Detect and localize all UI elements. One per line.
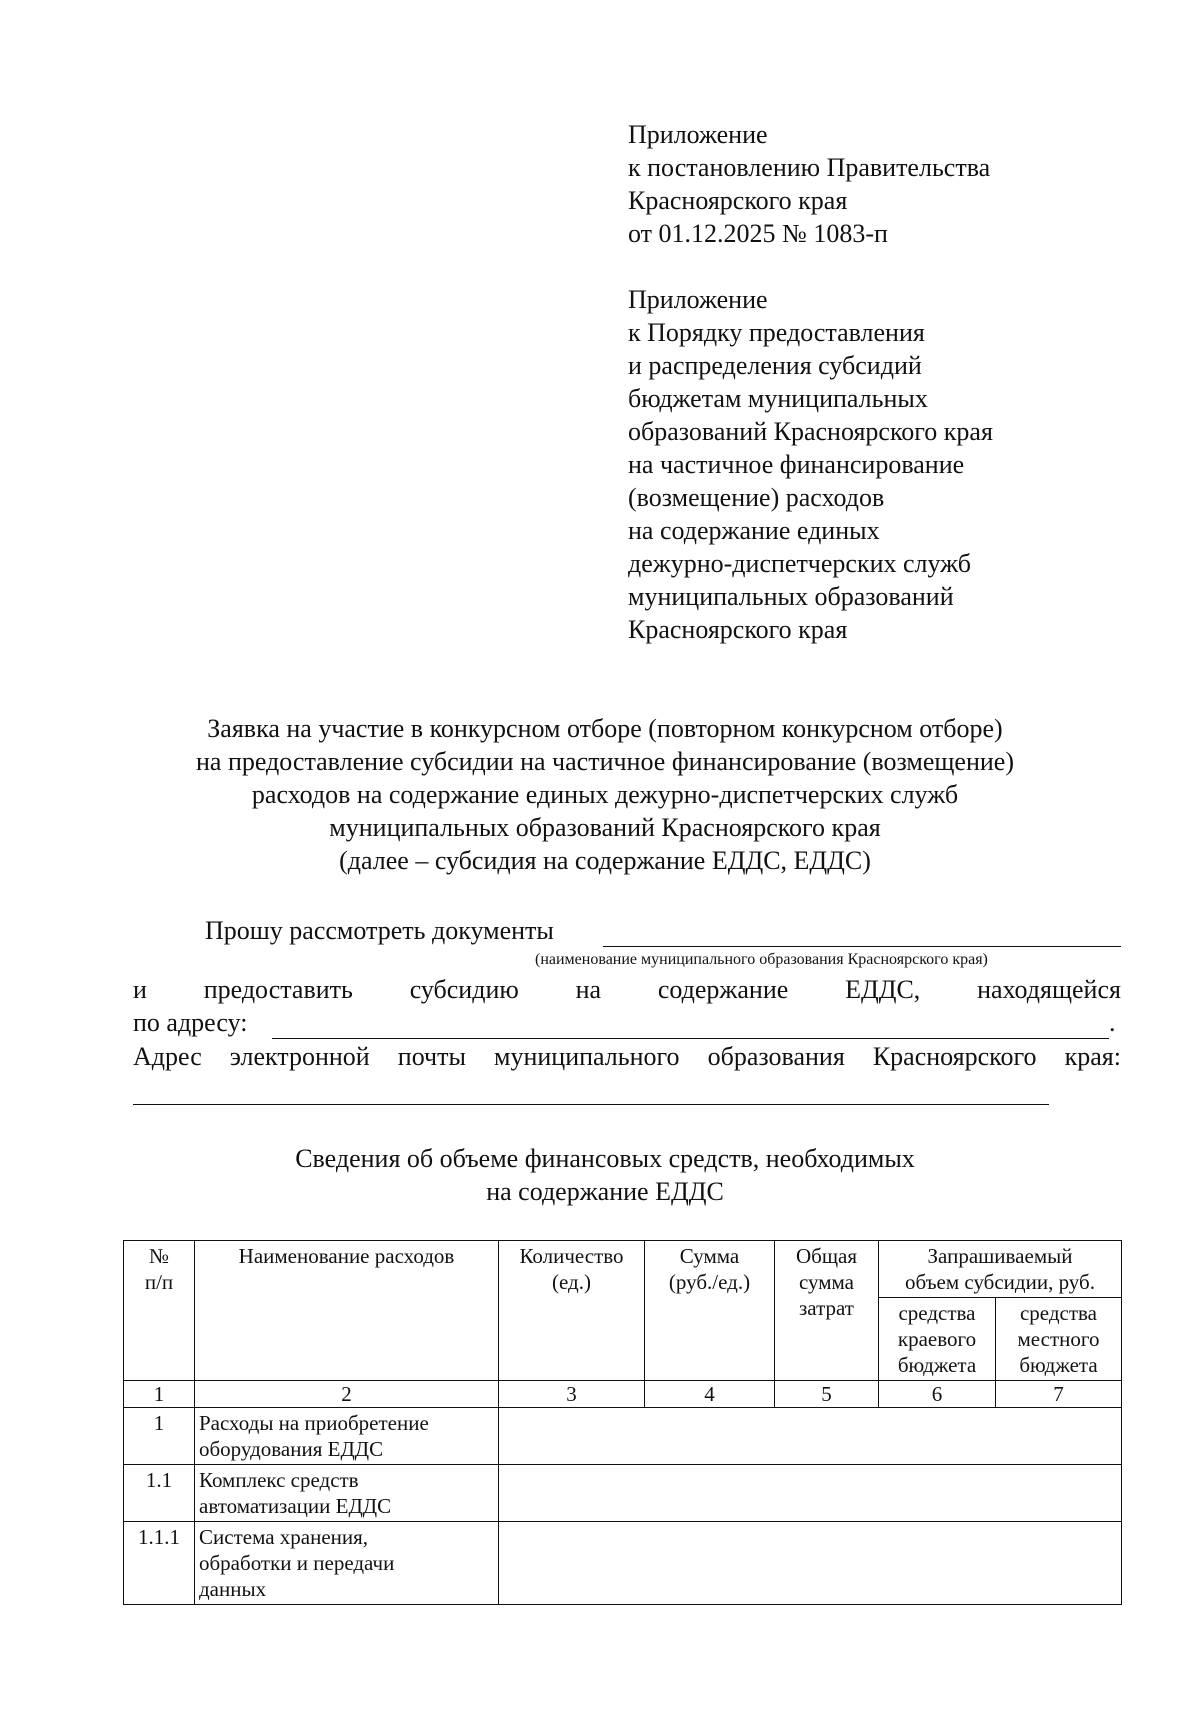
table-header-row (124, 1241, 1122, 1298)
table-row (124, 1522, 1122, 1605)
column-number: 1 (124, 1381, 195, 1408)
header-text: бюджета (897, 1353, 977, 1377)
application-title (130, 712, 1080, 877)
row-name-line: Система хранения, (199, 1525, 369, 1549)
word: образования (707, 1042, 845, 1071)
word: на (575, 975, 602, 1004)
word: почты (397, 1042, 466, 1071)
financial-table (123, 1240, 1122, 1605)
row-name-line: обработки и передачи (199, 1551, 395, 1575)
header-text: (руб./ед.) (668, 1270, 751, 1294)
word: Красноярского (872, 1042, 1037, 1071)
header-text: средства (1019, 1301, 1097, 1325)
row-name-line: Расходы на приобретение (199, 1411, 429, 1435)
header-name (195, 1241, 499, 1381)
row-num: 1 (124, 1408, 195, 1465)
municipality-name-hint: (наименование муниципального образования Красноярского края) (535, 951, 988, 968)
appendix-line: Красноярского края (628, 615, 848, 644)
title-line: на предоставление субсидии на частичное финансирование (возмещение) (195, 747, 1014, 776)
appendix-line: бюджетам муниципальных (628, 384, 928, 413)
word: муниципального (494, 1042, 680, 1071)
header-text: (ед.) (552, 1270, 591, 1294)
appendix-line: (возмещение) расходов (628, 483, 885, 512)
appendix-order (628, 283, 993, 646)
appendix-line: к Порядку предоставления (628, 318, 925, 347)
header-text: сумма (798, 1270, 855, 1294)
word: предоставить (203, 975, 353, 1004)
column-number: 7 (996, 1381, 1122, 1408)
word: находящейся (977, 975, 1121, 1004)
address-field[interactable] (272, 1006, 1109, 1039)
word: электронной (229, 1042, 370, 1071)
word: Адрес (133, 1042, 202, 1071)
title-line: муниципальных образований Красноярского края (329, 813, 881, 842)
title-line: расходов на содержание единых дежурно-диспетчерских служб (251, 780, 959, 809)
row-name-line: автоматизации ЕДДС (199, 1494, 392, 1518)
email-label-line (133, 1040, 1121, 1073)
title-line: Заявка на участие в конкурсном отборе (повторном конкурсном отборе) (207, 714, 1003, 743)
appendix-line: и распределения субсидий (628, 351, 922, 380)
header-text: затрат (799, 1296, 854, 1320)
appendix-government-resolution (628, 118, 990, 250)
row-values[interactable] (499, 1522, 1122, 1605)
appendix-line: муниципальных образований (628, 582, 954, 611)
header-text: средства (898, 1301, 976, 1325)
column-number: 6 (879, 1381, 996, 1408)
municipality-name-field[interactable] (603, 914, 1121, 947)
email-field[interactable] (133, 1080, 1049, 1105)
subtitle-line: Сведения об объеме финансовых средств, необходимых (295, 1144, 915, 1173)
column-number: 2 (195, 1381, 499, 1408)
header-total (775, 1241, 879, 1381)
appendix-line: Приложение (628, 285, 768, 314)
column-number: 3 (499, 1381, 645, 1408)
row-values[interactable] (499, 1408, 1122, 1465)
address-end: . (1109, 1008, 1116, 1037)
appendix-line: от 01.12.2025 № 1083-п (628, 219, 888, 248)
appendix-line: на частичное финансирование (628, 450, 965, 479)
header-text: Запрашиваемый (927, 1244, 1073, 1268)
header-text: краевого (897, 1327, 977, 1351)
row-name (195, 1465, 499, 1522)
row-name-line: оборудования ЕДДС (199, 1437, 384, 1461)
table-row (124, 1408, 1122, 1465)
header-qty (499, 1241, 645, 1381)
row-values[interactable] (499, 1465, 1122, 1522)
appendix-line: Приложение (628, 120, 768, 149)
row-name-line: данных (199, 1577, 267, 1601)
header-text: объем субсидии, руб. (905, 1270, 1095, 1294)
appendix-line: Красноярского края (628, 186, 848, 215)
title-line: (далее – субсидия на содержание ЕДДС, ЕДДС) (339, 846, 871, 875)
financial-summary-title (130, 1142, 1080, 1208)
appendix-line: к постановлению Правительства (628, 153, 991, 182)
header-local (996, 1298, 1122, 1381)
column-number-row (124, 1381, 1122, 1408)
row-num: 1.1.1 (124, 1522, 195, 1605)
header-regional (879, 1298, 996, 1381)
header-text: № (148, 1244, 170, 1268)
header-text: Сумма (679, 1244, 740, 1268)
header-text: бюджета (1019, 1353, 1098, 1377)
request-justified-line (133, 973, 1121, 1006)
header-text: Общая (795, 1244, 857, 1268)
row-num: 1.1 (124, 1465, 195, 1522)
column-number: 4 (645, 1381, 775, 1408)
header-text: Количество (519, 1244, 624, 1268)
appendix-line: дежурно-диспетчерских служб (628, 549, 972, 578)
word: ЕДДС, (845, 975, 921, 1004)
table-row (124, 1465, 1122, 1522)
header-text: Наименование расходов (238, 1244, 455, 1268)
row-name (195, 1522, 499, 1605)
row-name (195, 1408, 499, 1465)
header-requested (879, 1241, 1122, 1298)
word: субсидию (409, 975, 519, 1004)
appendix-line: образований Красноярского края (628, 417, 993, 446)
word: и (133, 975, 147, 1004)
row-name-line: Комплекс средств (199, 1468, 359, 1492)
column-number: 5 (775, 1381, 879, 1408)
header-text: п/п (144, 1270, 174, 1294)
header-num (124, 1241, 195, 1381)
appendix-line: на содержание единых (628, 516, 880, 545)
address-label: по адресу: (133, 1008, 248, 1037)
header-text: местного (1017, 1327, 1100, 1351)
word: содержание (657, 975, 789, 1004)
header-sum (645, 1241, 775, 1381)
request-lead: Прошу рассмотреть документы (205, 916, 554, 945)
word: края: (1064, 1042, 1121, 1071)
subtitle-line: на содержание ЕДДС (486, 1177, 724, 1206)
